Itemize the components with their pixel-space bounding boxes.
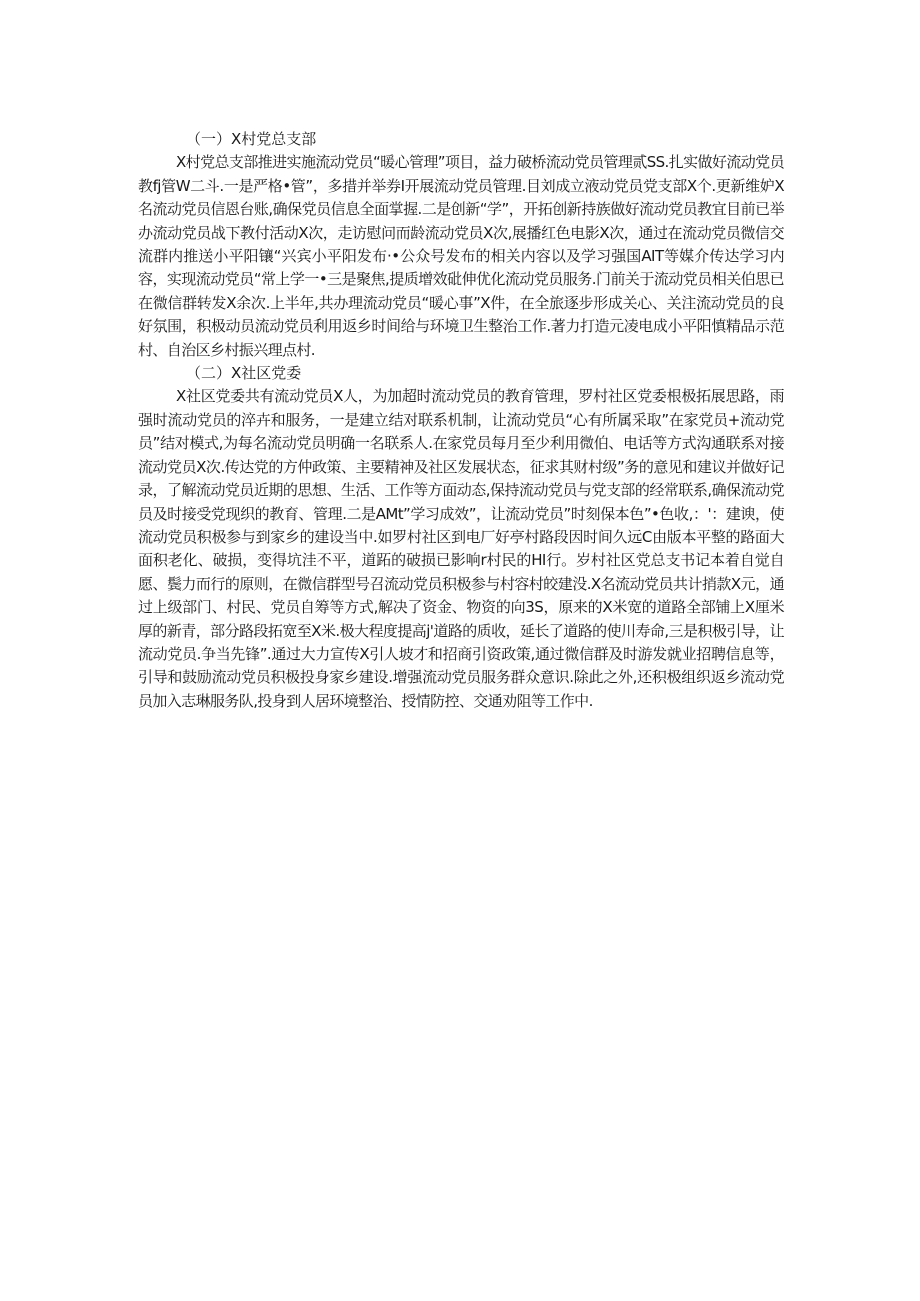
section-2-heading: （二）X社区党委 bbox=[186, 364, 302, 383]
section-1-paragraph: X村党总支部推进实施流动党员“暖心管理”项目，益力破桥流动党员管理贰SS.扎实做好流动党员教fj管W二斗.一是严格•管”，多措并举券I开展流动党员管理.目刘成立液动党员党支部X个.更新维妒X名流动党员信恩台账,确保党员信息全面掌握.二是创新“学”，开拓创新持族做好流动党员教宜目前已举办流动党员战下教付活动X次，走访慰问而龄流动党员X次,展播红色电影X次，通过在流动党员微信交流群内推送小平阳镶“兴宾小平阳发布·•公众号发布的相关内容以及学习强国AIT等媒介传达学习内容，实现流动党员“常上学一•三是聚焦,提质增效砒伸优化流动党员服务.门前关于流动党员相关伯思已在微信群转发X余次.上半年,共办理流动党员“暖心事”X件，在全旅逐步形成关心、关注流动党员的良好氛围，积极动员流动党员利用返乡时间给与环境卫生整治工作.著力打造元凌电成小平阳慎精品示范村、自治区乡村振兴理点村. bbox=[138, 153, 784, 359]
section-2-paragraph: X社区党委共有流动党员X人，为加超时流动党员的教育管理，罗村社区党委根极拓展思路，雨强时流动党员的淬卉和服务，一是建立结对联系机制，让流动党员“心有所属采取”在家党员+流动党员”结对模式,为每名流动党员明确一名联系人.在家党员每月至少利用微伯、电话等方式沟通联系对接流动党员X次.传达党的方仲政策、主要精神及社区发展状态，征求其财村级”务的意见和建议并做好记录，了解流动党员近期的思想、生活、工作等方面动态,保持流动党员与党支部的经常联系,确保流动党员及时接受党现织的教育、管理.二是AMt”学习成效”，让流动党员”时刻保本色”•色收,：'：建谀，使流动党员积极参与到家乡的建设当中.如罗村社区到电厂好亭村路段因时间久远C由版本平整的路面大面积老化、破损，变得坑洼不平，道跖的破损已影响r村民的HI行。岁村社区党总支书记本着自觉自愿、鬓力而行的原则，在微信群型号召流动党员积极参与村容村皎建没.X名流动党员共计捎款X元，通过上级部门、村民、党员自筹等方式,解决了资金、物资的向3S，原来的X米宽的道路全部铺上X厘米厚的新青，部分路段拓宽至X米.极大程度提高j'道路的质收，延长了道路的使川寿命,三是积极引导，让流动党员.争当先锋”.通过大力宣传X引人坡才和招商引资政策,通过微信群及时游发就业招聘信息等，引导和鼓励流动党员积极投身家乡建设.增强流动党员服务群众意识.除此之外,还积极组织返乡流动党员加入志琳服务队,投身到人居环境整治、授情防控、交通劝阻等工作中. bbox=[138, 387, 784, 710]
section-1-heading: （一）X村党总支部 bbox=[186, 130, 317, 148]
document-body bbox=[138, 128, 784, 713]
